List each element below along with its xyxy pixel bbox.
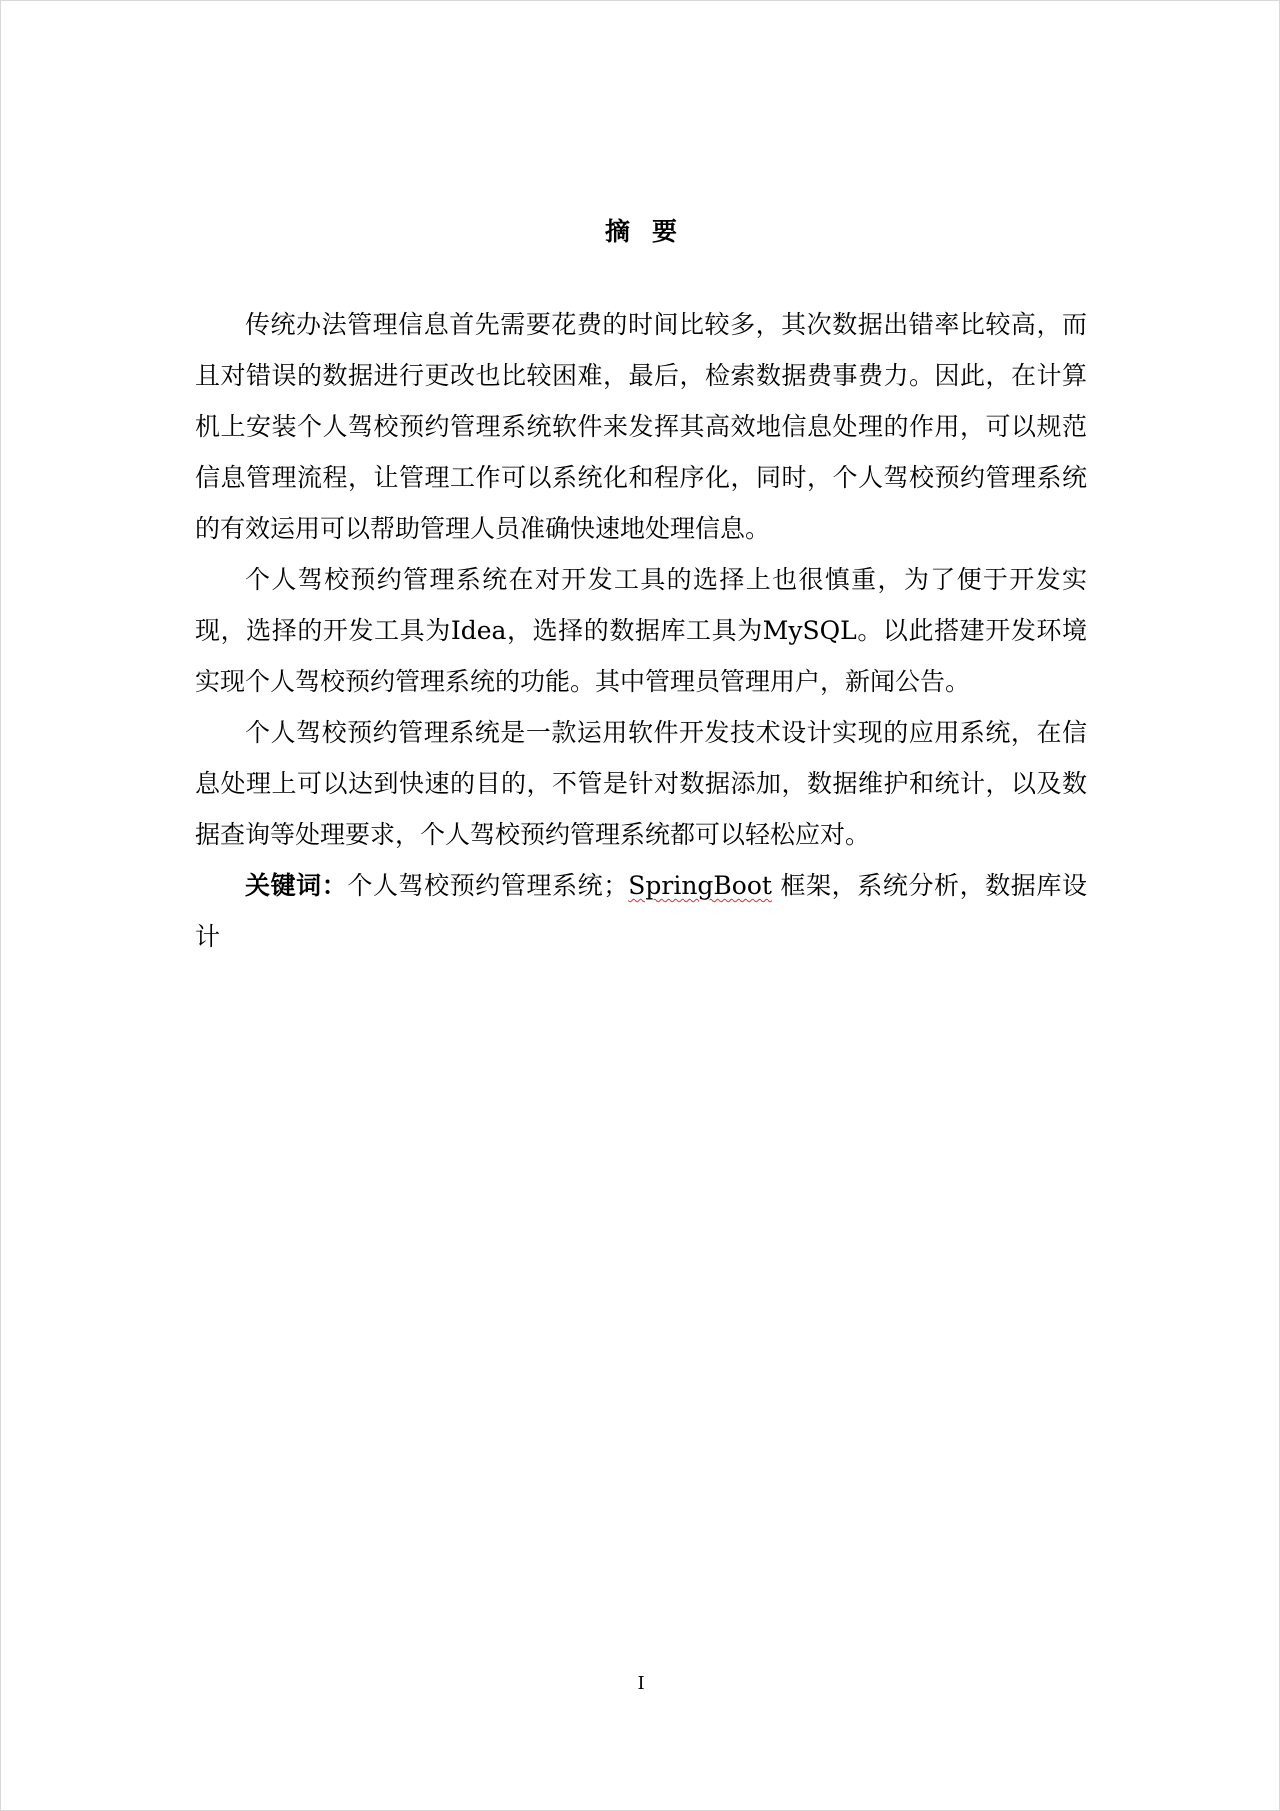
keyword-springboot: SpringBoot: [628, 871, 772, 900]
keyword-remaining: 框架，系统分析，数据库设计: [195, 871, 1087, 951]
keywords-label: 关键词：: [245, 871, 348, 900]
abstract-paragraph-1: 传统办法管理信息首先需要花费的时间比较多，其次数据出错率比较高，而且对错误的数据进行更改也比较困难，最后，检索数据费事费力。因此，在计算机上安装个人驾校预约管理系统软件来发挥其高效地信息处理的作用，可以规范信息管理流程，让管理工作可以系统化和程序化，同时，个人驾校预约管理系统的有效运用可以帮助管理人员准确快速地处理信息。: [195, 310, 1087, 543]
keywords-line: [195, 860, 1087, 962]
page-number: I: [637, 1673, 645, 1694]
abstract-paragraph-2: 个人驾校预约管理系统在对开发工具的选择上也很慎重，为了便于开发实现，选择的开发工具为Idea，选择的数据库工具为MySQL。以此搭建开发环境实现个人驾校预约管理系统的功能。其中管理员管理用户，新闻公告。: [195, 565, 1087, 696]
keyword-system-name: 个人驾校预约管理系统；: [347, 871, 629, 900]
abstract-title: 摘要: [604, 217, 699, 246]
abstract-paragraph-3: 个人驾校预约管理系统是一款运用软件开发技术设计实现的应用系统，在信息处理上可以达到快速的目的，不管是针对数据添加，数据维护和统计，以及数据查询等处理要求，个人驾校预约管理系统都可以轻松应对。: [195, 718, 1087, 849]
abstract-body: [195, 299, 1087, 962]
